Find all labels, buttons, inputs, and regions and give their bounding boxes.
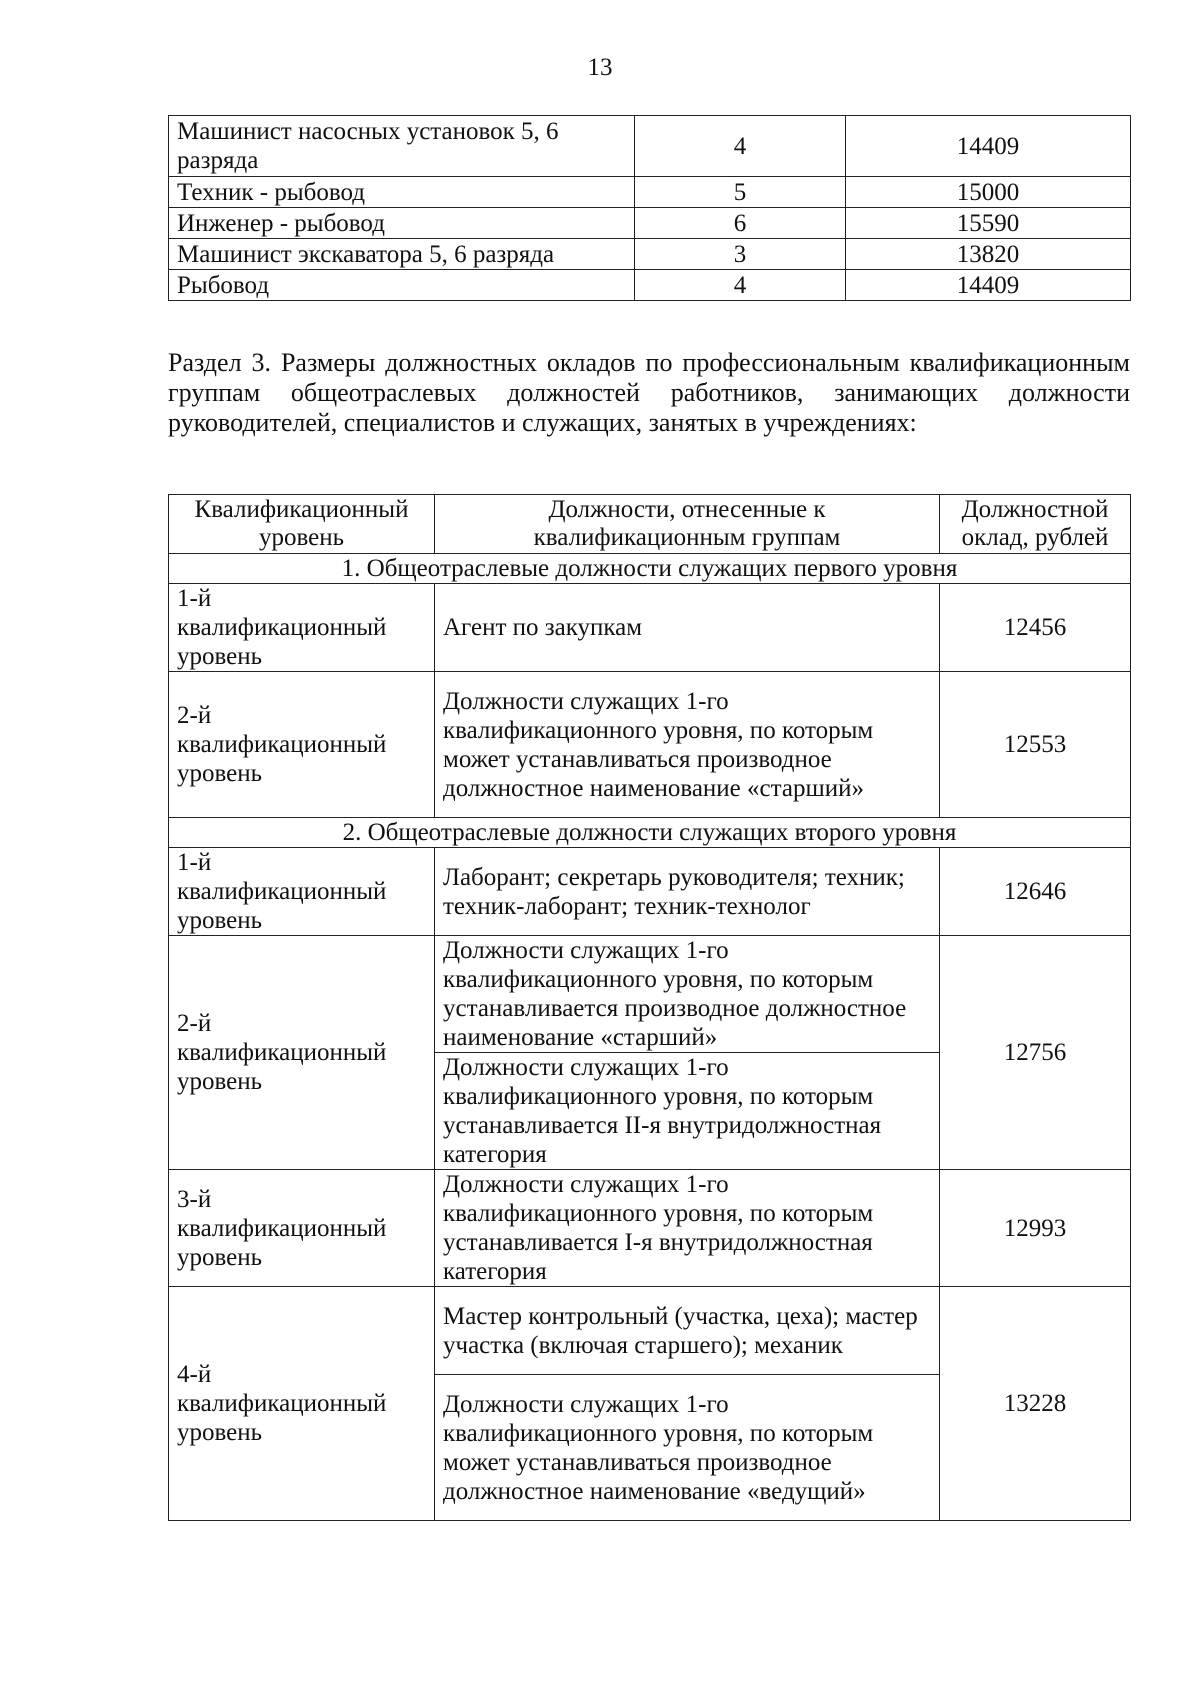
table-row — [169, 1170, 1131, 1287]
table-row — [169, 672, 1131, 818]
table-row — [169, 116, 1131, 177]
salary-cell: 13228 — [940, 1287, 1131, 1521]
positions-cell: Мастер контрольный (участка, цеха); мастер участка (включая старшего); механик — [435, 1287, 940, 1375]
salary-cell: 12756 — [940, 936, 1131, 1170]
position-cell: Машинист насосных установок 5, 6 разряда — [169, 116, 635, 177]
salary-cell: 12456 — [940, 584, 1131, 672]
group-cell: 5 — [635, 177, 846, 208]
group-title-row — [169, 554, 1131, 584]
qualification-salary-table — [168, 494, 1131, 1521]
salary-cell: 13820 — [846, 239, 1131, 270]
position-cell: Инженер - рыбовод — [169, 208, 635, 239]
table-row — [169, 208, 1131, 239]
table-row — [169, 936, 1131, 1053]
level-cell: 4-й квалификационный уровень — [169, 1287, 435, 1521]
group-title: 2. Общеотраслевые должности служащих второго уровня — [169, 818, 1131, 848]
position-cell: Техник - рыбовод — [169, 177, 635, 208]
level-cell: 1-й квалификационный уровень — [169, 584, 435, 672]
table-row — [169, 270, 1131, 301]
position-cell: Машинист экскаватора 5, 6 разряда — [169, 239, 635, 270]
salary-cell: 15000 — [846, 177, 1131, 208]
level-cell: 2-й квалификационный уровень — [169, 936, 435, 1170]
salary-cell: 15590 — [846, 208, 1131, 239]
position-cell: Рыбовод — [169, 270, 635, 301]
table-header-row — [169, 495, 1131, 554]
salary-cell: 12993 — [940, 1170, 1131, 1287]
positions-cell: Агент по закупкам — [435, 584, 940, 672]
salary-cell: 14409 — [846, 270, 1131, 301]
table-row — [169, 177, 1131, 208]
table-row — [169, 239, 1131, 270]
table-row — [169, 584, 1131, 672]
group-cell: 4 — [635, 116, 846, 177]
table-row — [169, 848, 1131, 936]
level-cell: 1-й квалификационный уровень — [169, 848, 435, 936]
positions-cell: Лаборант; секретарь руководителя; техник; техник-лаборант; техник-технолог — [435, 848, 940, 936]
positions-cell: Должности служащих 1-го квалификационного уровня, по которым устанавливается I-я внутридолжностная категория — [435, 1170, 940, 1287]
group-cell: 6 — [635, 208, 846, 239]
positions-cell: Должности служащих 1-го квалификационного уровня, по которым может устанавливаться производное должностное наименование «ведущий» — [435, 1375, 940, 1521]
header-salary: Должностной оклад, рублей — [940, 495, 1131, 554]
salary-cell: 12553 — [940, 672, 1131, 818]
page-number: 13 — [587, 54, 613, 81]
salary-cell: 12646 — [940, 848, 1131, 936]
salary-cell: 14409 — [846, 116, 1131, 177]
level-cell: 2-й квалификационный уровень — [169, 672, 435, 818]
table-row — [169, 1287, 1131, 1375]
header-level: Квалификационный уровень — [169, 495, 435, 554]
level-cell: 3-й квалификационный уровень — [169, 1170, 435, 1287]
section-heading: Раздел 3. Размеры должностных окладов по профессиональным квалификационным группам общеотраслевых должностей работников, занимающих должности руководителей, специалистов и служащих, занятых в учреждениях: — [168, 348, 1130, 437]
workers-salary-table — [168, 115, 1131, 301]
group-title: 1. Общеотраслевые должности служащих первого уровня — [169, 554, 1131, 584]
header-positions: Должности, отнесенные к квалификационным группам — [435, 495, 940, 554]
group-title-row — [169, 818, 1131, 848]
positions-cell: Должности служащих 1-го квалификационного уровня, по которым устанавливается II-я внутридолжностная категория — [435, 1053, 940, 1170]
group-cell: 4 — [635, 270, 846, 301]
positions-cell: Должности служащих 1-го квалификационного уровня, по которым устанавливается производное должностное наименование «старший» — [435, 936, 940, 1053]
positions-cell: Должности служащих 1-го квалификационного уровня, по которым может устанавливаться производное должностное наименование «старший» — [435, 672, 940, 818]
group-cell: 3 — [635, 239, 846, 270]
